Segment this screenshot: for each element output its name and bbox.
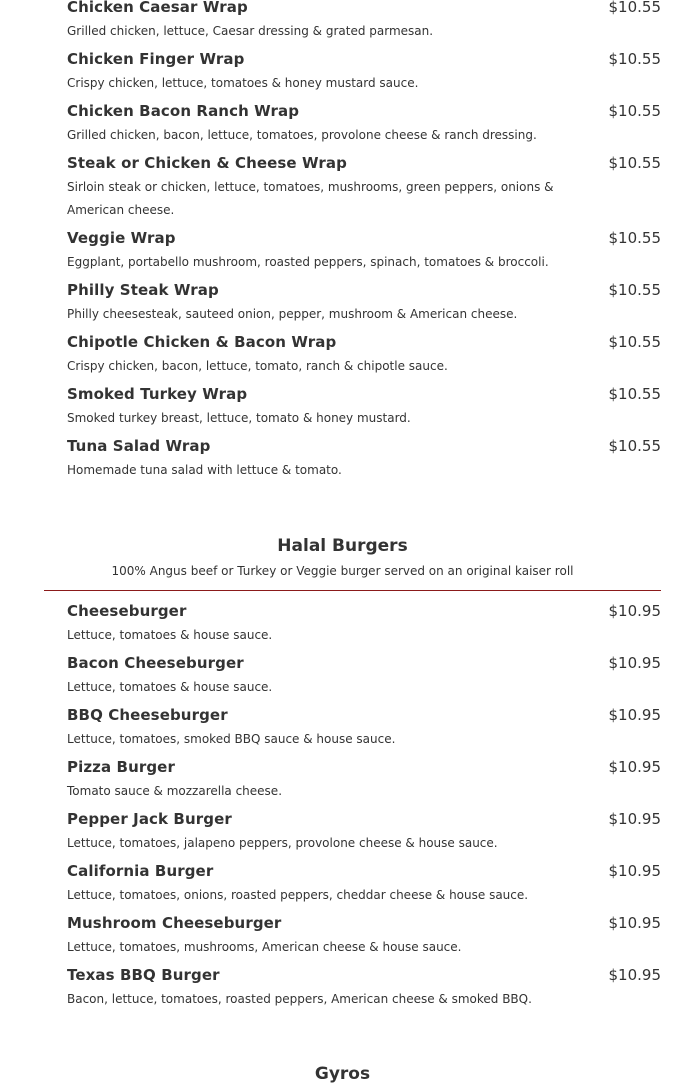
item-name: Mushroom Cheeseburger — [67, 914, 282, 932]
item-name: Chipotle Chicken & Bacon Wrap — [67, 333, 337, 351]
item-price: $10.95 — [608, 966, 661, 984]
menu-item — [67, 329, 661, 378]
item-price: $10.95 — [608, 758, 661, 776]
item-description: Sirloin steak or chicken, lettuce, tomatoes, mushrooms, green peppers, onions & American cheese. — [67, 180, 554, 217]
menu-item — [67, 962, 661, 1011]
menu-item — [67, 858, 661, 907]
menu-item — [67, 150, 661, 222]
item-description: Lettuce, tomatoes & house sauce. — [67, 628, 273, 642]
item-description: Lettuce, tomatoes, mushrooms, American cheese & house sauce. — [67, 940, 462, 954]
item-price: $10.55 — [608, 102, 661, 120]
menu-item — [67, 598, 661, 647]
item-description: Lettuce, tomatoes, jalapeno peppers, provolone cheese & house sauce. — [67, 836, 498, 850]
item-name: California Burger — [67, 862, 214, 880]
item-name: Cheeseburger — [67, 602, 187, 620]
menu-item — [67, 433, 661, 482]
item-description: Grilled chicken, lettuce, Caesar dressing & grated parmesan. — [67, 24, 434, 38]
item-description: Lettuce, tomatoes & house sauce. — [67, 680, 273, 694]
item-name: Smoked Turkey Wrap — [67, 385, 248, 403]
item-price: $10.55 — [608, 50, 661, 68]
item-name: Steak or Chicken & Cheese Wrap — [67, 154, 347, 172]
item-name: Veggie Wrap — [67, 229, 176, 247]
item-description: Crispy chicken, bacon, lettuce, tomato, ranch & chipotle sauce. — [67, 359, 448, 373]
item-name: Chicken Caesar Wrap — [67, 0, 248, 16]
section-subtitle: 100% Angus beef or Turkey or Veggie burger served on an original kaiser roll — [111, 564, 574, 578]
section-header-gyros — [0, 1061, 685, 1087]
item-description: Crispy chicken, lettuce, tomatoes & honey mustard sauce. — [67, 76, 419, 90]
item-description: Grilled chicken, bacon, lettuce, tomatoes, provolone cheese & ranch dressing. — [67, 128, 537, 142]
menu-item — [67, 910, 661, 959]
item-description: Philly cheesesteak, sauteed onion, pepper, mushroom & American cheese. — [67, 307, 518, 321]
item-price: $10.95 — [608, 602, 661, 620]
item-price: $10.55 — [608, 229, 661, 247]
item-description: Homemade tuna salad with lettuce & tomato. — [67, 463, 342, 477]
item-description: Bacon, lettuce, tomatoes, roasted peppers, American cheese & smoked BBQ. — [67, 992, 532, 1006]
item-name: Chicken Finger Wrap — [67, 50, 245, 68]
item-name: Bacon Cheeseburger — [67, 654, 244, 672]
item-price: $10.95 — [608, 810, 661, 828]
item-name: Pizza Burger — [67, 758, 175, 776]
item-name: Philly Steak Wrap — [67, 281, 219, 299]
burgers-list — [0, 598, 685, 1011]
item-description: Tomato sauce & mozzarella cheese. — [67, 784, 283, 798]
item-price: $10.95 — [608, 654, 661, 672]
item-name: Tuna Salad Wrap — [67, 437, 211, 455]
item-description: Lettuce, tomatoes, onions, roasted peppers, cheddar cheese & house sauce. — [67, 888, 529, 902]
section-divider — [44, 590, 661, 591]
menu-item — [67, 650, 661, 699]
menu-item — [67, 702, 661, 751]
item-name: Pepper Jack Burger — [67, 810, 232, 828]
item-price: $10.55 — [608, 0, 661, 16]
menu-item — [67, 225, 661, 274]
menu-item — [67, 0, 661, 43]
section-title: Gyros — [314, 1064, 371, 1084]
item-price: $10.55 — [608, 333, 661, 351]
item-price: $10.95 — [608, 914, 661, 932]
item-description: Lettuce, tomatoes, smoked BBQ sauce & house sauce. — [67, 732, 396, 746]
section-header-halal-burgers — [0, 533, 685, 583]
item-name: Texas BBQ Burger — [67, 966, 220, 984]
menu-item — [67, 277, 661, 326]
item-price: $10.95 — [608, 862, 661, 880]
section-title: Halal Burgers — [277, 536, 408, 556]
item-price: $10.95 — [608, 706, 661, 724]
item-price: $10.55 — [608, 437, 661, 455]
menu-item — [67, 754, 661, 803]
item-description: Eggplant, portabello mushroom, roasted peppers, spinach, tomatoes & broccoli. — [67, 255, 549, 269]
menu-item — [67, 381, 661, 430]
menu-item — [67, 806, 661, 855]
item-name: BBQ Cheeseburger — [67, 706, 228, 724]
wraps-list — [0, 0, 685, 482]
item-description: Smoked turkey breast, lettuce, tomato & honey mustard. — [67, 411, 411, 425]
item-name: Chicken Bacon Ranch Wrap — [67, 102, 300, 120]
item-price: $10.55 — [608, 385, 661, 403]
item-price: $10.55 — [608, 154, 661, 172]
menu-item — [67, 98, 661, 147]
item-price: $10.55 — [608, 281, 661, 299]
menu-item — [67, 46, 661, 95]
